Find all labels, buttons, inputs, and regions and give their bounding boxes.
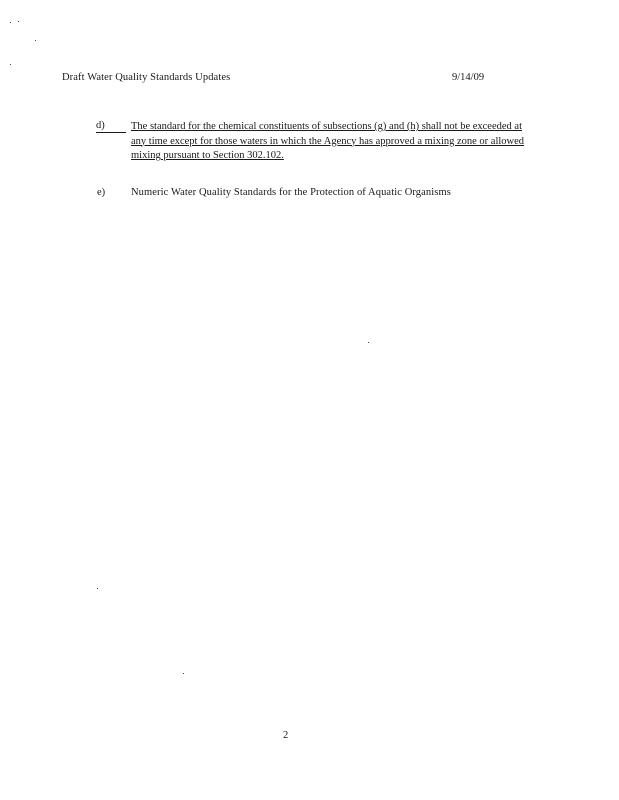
- item-e-text: Numeric Water Quality Standards for the Protection of Aquatic Organisms: [131, 187, 451, 198]
- item-d-label: [96, 120, 126, 133]
- header-date: 9/14/09: [452, 72, 485, 83]
- scan-speck: [97, 588, 98, 589]
- item-d-label-text: d): [96, 120, 105, 131]
- page-number: 2: [283, 730, 289, 741]
- scan-speck: [368, 342, 369, 343]
- scan-speck: [18, 21, 19, 22]
- item-e-label: e): [97, 187, 106, 198]
- scan-speck: [35, 40, 36, 41]
- scan-speck: [10, 64, 11, 65]
- scan-speck: [10, 22, 11, 23]
- item-d-text: The standard for the chemical constituents of subsections (g) and (h) shall not be exceeded at any time except for those waters in which the Agency has approved a mixing zone or allowed mixing pursuant to Section 302.102.: [131, 121, 525, 161]
- scan-speck: [183, 673, 184, 674]
- header-title: Draft Water Quality Standards Updates: [62, 72, 231, 83]
